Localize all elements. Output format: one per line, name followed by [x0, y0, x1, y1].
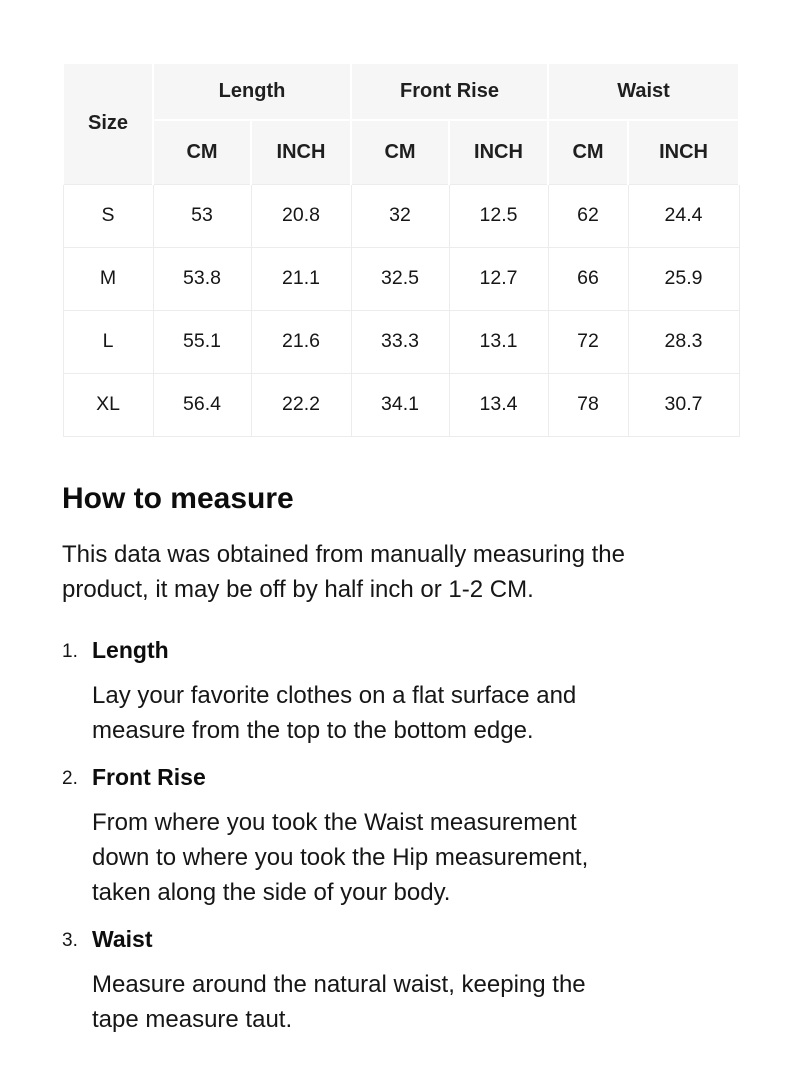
- description-line: down to where you took the Hip measurement,: [92, 843, 589, 871]
- size-cell: M: [63, 247, 153, 310]
- column-header-waist: Waist: [548, 63, 739, 120]
- column-header-length: Length: [153, 63, 351, 120]
- value-cell: 24.4: [628, 184, 739, 247]
- column-header-front-rise: Front Rise: [351, 63, 548, 120]
- value-cell: 22.2: [251, 373, 351, 436]
- description-line: From where you took the Waist measurement: [92, 808, 577, 836]
- header-group-row: [63, 63, 739, 120]
- unit-header-length-inch: INCH: [251, 120, 351, 184]
- step-title: Length: [92, 636, 169, 663]
- step-body: [92, 763, 738, 910]
- value-cell: 55.1: [153, 310, 251, 373]
- step-title: Front Rise: [92, 763, 206, 790]
- header-unit-row: [63, 120, 739, 184]
- value-cell: 34.1: [351, 373, 449, 436]
- step-description: [92, 967, 738, 1037]
- measure-step-front-rise: [62, 763, 738, 910]
- description-line: taken along the side of your body.: [92, 878, 451, 906]
- step-description: [92, 678, 738, 748]
- step-number: 2.: [62, 767, 78, 789]
- table-row-s: [63, 184, 739, 247]
- description-line: tape measure taut.: [92, 1005, 293, 1033]
- step-number: 3.: [62, 929, 78, 951]
- step-number: 1.: [62, 640, 78, 662]
- description-line: measure from the top to the bottom edge.: [92, 716, 534, 744]
- step-description: [92, 805, 738, 910]
- step-body: [92, 925, 738, 1037]
- how-to-measure-heading: How to measure: [62, 481, 294, 515]
- intro-line: product, it may be off by half inch or 1-2 CM.: [62, 575, 534, 603]
- size-cell: S: [63, 184, 153, 247]
- value-cell: 56.4: [153, 373, 251, 436]
- unit-header-length-cm: CM: [153, 120, 251, 184]
- table-row-xl: [63, 373, 739, 436]
- column-header-size: Size: [63, 63, 153, 184]
- value-cell: 66: [548, 247, 628, 310]
- size-chart-table: [62, 62, 740, 437]
- value-cell: 13.1: [449, 310, 548, 373]
- table-row-m: [63, 247, 739, 310]
- measure-steps-list: [62, 636, 738, 1037]
- measure-step-waist: [62, 925, 738, 1037]
- value-cell: 53: [153, 184, 251, 247]
- value-cell: 72: [548, 310, 628, 373]
- size-chart-header: [63, 63, 739, 184]
- value-cell: 28.3: [628, 310, 739, 373]
- size-cell: XL: [63, 373, 153, 436]
- unit-header-front-rise-cm: CM: [351, 120, 449, 184]
- value-cell: 13.4: [449, 373, 548, 436]
- intro-line: This data was obtained from manually measuring the: [62, 540, 625, 568]
- size-chart-body: [63, 184, 739, 436]
- step-body: [92, 636, 738, 748]
- value-cell: 12.7: [449, 247, 548, 310]
- value-cell: 62: [548, 184, 628, 247]
- size-cell: L: [63, 310, 153, 373]
- value-cell: 21.1: [251, 247, 351, 310]
- measure-step-length: [62, 636, 738, 748]
- value-cell: 53.8: [153, 247, 251, 310]
- unit-header-front-rise-inch: INCH: [449, 120, 548, 184]
- value-cell: 12.5: [449, 184, 548, 247]
- unit-header-waist-cm: CM: [548, 120, 628, 184]
- value-cell: 32: [351, 184, 449, 247]
- value-cell: 20.8: [251, 184, 351, 247]
- value-cell: 33.3: [351, 310, 449, 373]
- intro-paragraph: [62, 537, 738, 607]
- value-cell: 30.7: [628, 373, 739, 436]
- value-cell: 25.9: [628, 247, 739, 310]
- value-cell: 78: [548, 373, 628, 436]
- table-row-l: [63, 310, 739, 373]
- value-cell: 21.6: [251, 310, 351, 373]
- description-line: Measure around the natural waist, keeping the: [92, 970, 586, 998]
- unit-header-waist-inch: INCH: [628, 120, 739, 184]
- description-line: Lay your favorite clothes on a flat surface and: [92, 681, 577, 709]
- step-title: Waist: [92, 925, 153, 952]
- value-cell: 32.5: [351, 247, 449, 310]
